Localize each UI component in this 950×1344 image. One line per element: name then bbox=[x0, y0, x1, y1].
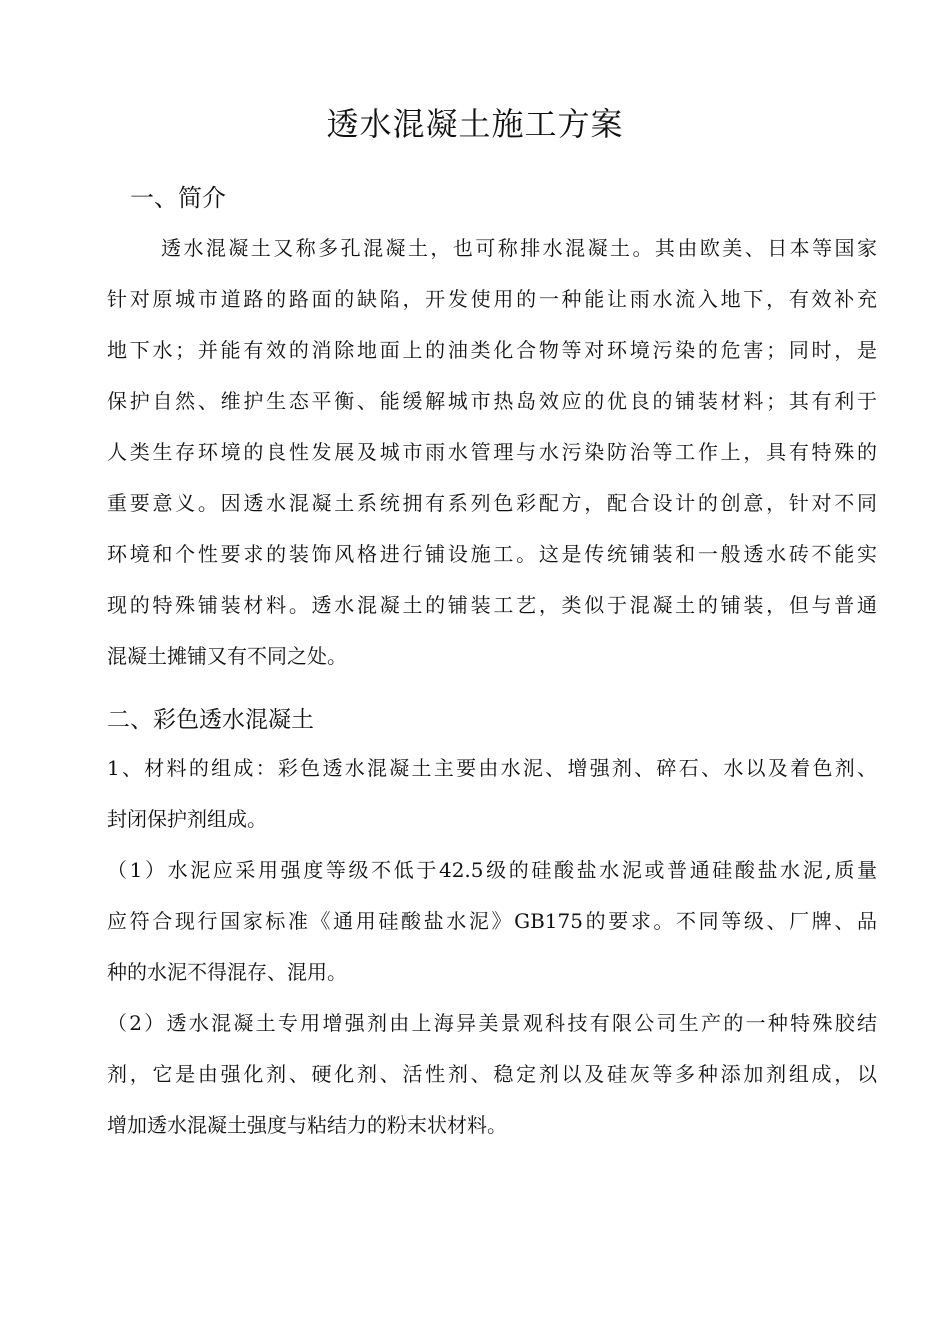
paragraph-line: 剂，它是由强化剂、硬化剂、活性剂、稳定剂以及硅灰等多种添加剂组成，以 bbox=[107, 1062, 877, 1086]
paragraph-line: 地下水；并能有效的消除地面上的油类化合物等对环境污染的危害；同时，是 bbox=[107, 338, 877, 362]
reinforcing-agent-paragraph bbox=[107, 998, 877, 1151]
paragraph-line: 现的特殊铺装材料。透水混凝土的铺装工艺，类似于混凝土的铺装，但与普通 bbox=[107, 593, 877, 617]
paragraph-line: 增加透水混凝土强度与粘结力的粉末状材料。 bbox=[107, 1113, 507, 1137]
paragraph-line: 种的水泥不得混存、混用。 bbox=[107, 960, 347, 984]
paragraph-line: 混凝土摊铺又有不同之处。 bbox=[107, 644, 347, 668]
paragraph-line: 人类生存环境的良性发展及城市雨水管理与水污染防治等工作上，具有特殊的 bbox=[107, 440, 877, 464]
paragraph-line: 应符合现行国家标准《通用硅酸盐水泥》GB175的要求。不同等级、厂牌、品 bbox=[107, 909, 877, 933]
material-composition-paragraph bbox=[107, 743, 877, 845]
section-heading-intro: 一、简介 bbox=[130, 184, 226, 212]
cement-requirement-paragraph bbox=[107, 845, 877, 998]
paragraph-line: 保护自然、维护生态平衡、能缓解城市热岛效应的优良的铺装材料；其有利于 bbox=[107, 389, 877, 413]
intro-paragraph bbox=[107, 223, 877, 682]
paragraph-line: 重要意义。因透水混凝土系统拥有系列色彩配方，配合设计的创意，针对不同 bbox=[107, 491, 877, 515]
paragraph-line: （2）透水混凝土专用增强剂由上海异美景观科技有限公司生产的一种特殊胶结 bbox=[107, 1011, 877, 1035]
document-title: 透水混凝土施工方案 bbox=[326, 105, 624, 143]
paragraph-line: 1、材料的组成：彩色透水混凝土主要由水泥、增强剂、碎石、水以及着色剂、 bbox=[107, 756, 877, 780]
paragraph-line: 封闭保护剂组成。 bbox=[107, 807, 267, 831]
paragraph-line: 针对原城市道路的路面的缺陷，开发使用的一种能让雨水流入地下，有效补充 bbox=[107, 287, 877, 311]
paragraph-line: （1）水泥应采用强度等级不低于42.5级的硅酸盐水泥或普通硅酸盐水泥,质量 bbox=[107, 858, 877, 882]
section-heading-colored-concrete: 二、彩色透水混凝土 bbox=[107, 707, 314, 733]
paragraph-line: 透水混凝土又称多孔混凝土，也可称排水混凝土。其由欧美、日本等国家 bbox=[161, 236, 877, 260]
paragraph-line: 环境和个性要求的装饰风格进行铺设施工。这是传统铺装和一般透水砖不能实 bbox=[107, 542, 877, 566]
